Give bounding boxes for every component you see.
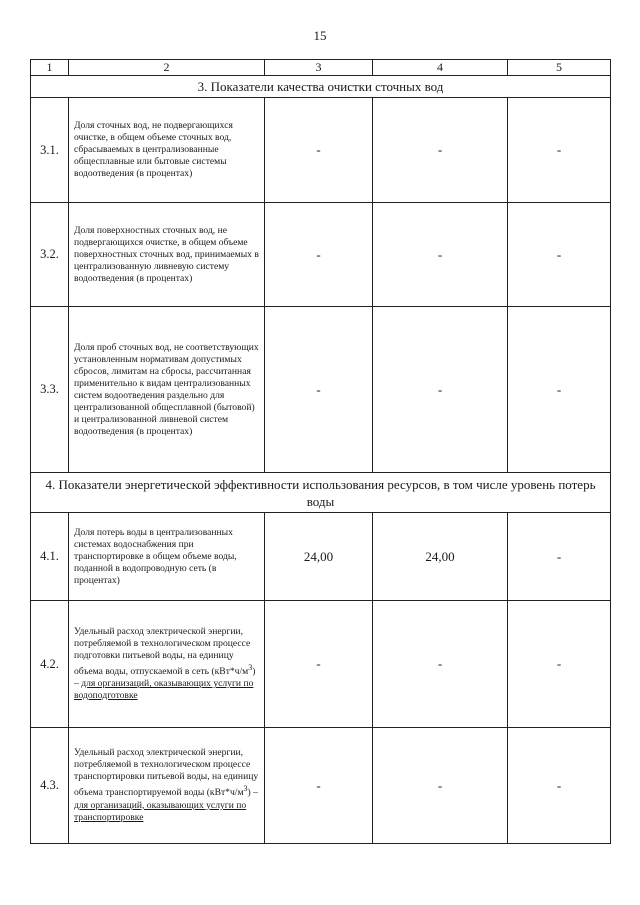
cell-value: 24,00 [373, 513, 508, 601]
cell-value: - [373, 307, 508, 473]
cell-value: - [265, 728, 373, 844]
column-number: 5 [508, 60, 611, 76]
cell-value: - [373, 203, 508, 307]
column-number: 2 [69, 60, 265, 76]
indicators-table [30, 59, 611, 844]
page-number: 15 [313, 28, 327, 43]
column-number: 4 [373, 60, 508, 76]
cell-value: - [265, 601, 373, 728]
superscript: 3 [248, 662, 253, 672]
cell-value: - [373, 98, 508, 203]
section-title: 4. Показатели энергетической эффективности использования ресурсов, в том числе уровень потерь воды [31, 473, 611, 513]
column-number-row [31, 60, 611, 76]
cell-value: - [508, 98, 611, 203]
row-description: Доля проб сточных вод, не соответствующих установленным нормативам допустимых сбросов, лимитам на сбросы, рассчитанная применительно к видам централизованных систем водоотведения раздельно для централизованной общесплавной (бытовой) и централизованной ливневой систем водоотведения (в процентах) [69, 307, 265, 473]
table-row [31, 601, 611, 728]
cell-value: - [373, 728, 508, 844]
cell-value: - [508, 601, 611, 728]
section-3-header [31, 76, 611, 98]
cell-value: - [265, 98, 373, 203]
cell-value: - [508, 307, 611, 473]
row-description: Доля сточных вод, не подвергающихся очистке, в общем объеме сточных вод, сбрасываемых в централизованные общесплавные или бытовые системы водоотведения (в процентах) [69, 98, 265, 203]
cell-value: - [508, 728, 611, 844]
cell-value: - [265, 307, 373, 473]
description-text-after: ) – [247, 787, 258, 799]
column-number: 1 [31, 60, 69, 76]
cell-value: - [508, 513, 611, 601]
section-4-header [31, 473, 611, 513]
superscript: 3 [243, 784, 248, 794]
description-text-after: ) – [74, 666, 256, 690]
description-text: Удельный расход электрической энергии, потребляемой в технологическом процессе подготовки питьевой воды, на единицу объема воды, отпускаемой в сеть (кВт*ч/м [74, 625, 251, 678]
row-number: 3.2. [31, 203, 69, 307]
table-row [31, 98, 611, 203]
cell-value: 24,00 [265, 513, 373, 601]
table-row [31, 307, 611, 473]
cell-value: - [265, 203, 373, 307]
row-number: 4.2. [31, 601, 69, 728]
row-number: 4.1. [31, 513, 69, 601]
cell-value: - [373, 601, 508, 728]
cell-value: - [508, 203, 611, 307]
column-number: 3 [265, 60, 373, 76]
table-row [31, 728, 611, 844]
row-number: 3.3. [31, 307, 69, 473]
section-title: 3. Показатели качества очистки сточных вод [31, 76, 611, 98]
underlined-text: для организаций, оказывающих услуги по транспортировке [74, 799, 247, 823]
description-text: Удельный расход электрической энергии, потребляемой в технологическом процессе транспортировки питьевой воды, на единицу объема транспортируемой воды (кВт*ч/м [74, 747, 259, 799]
table-row [31, 513, 611, 601]
row-number: 3.1. [31, 98, 69, 203]
underlined-text: для организаций, оказывающих услуги по водоподготовке [74, 678, 254, 702]
row-description [69, 601, 265, 728]
row-description: Доля потерь воды в централизованных системах водоснабжения при транспортировке в общем объеме воды, поданной в водопроводную сеть (в процентах) [69, 513, 265, 601]
row-description: Доля поверхностных сточных вод, не подвергающихся очистке, в общем объеме поверхностных сточных вод, принимаемых в централизованную ливневую систему водоотведения (в процентах) [69, 203, 265, 307]
row-number: 4.3. [31, 728, 69, 844]
table-row [31, 203, 611, 307]
row-description [69, 728, 265, 844]
